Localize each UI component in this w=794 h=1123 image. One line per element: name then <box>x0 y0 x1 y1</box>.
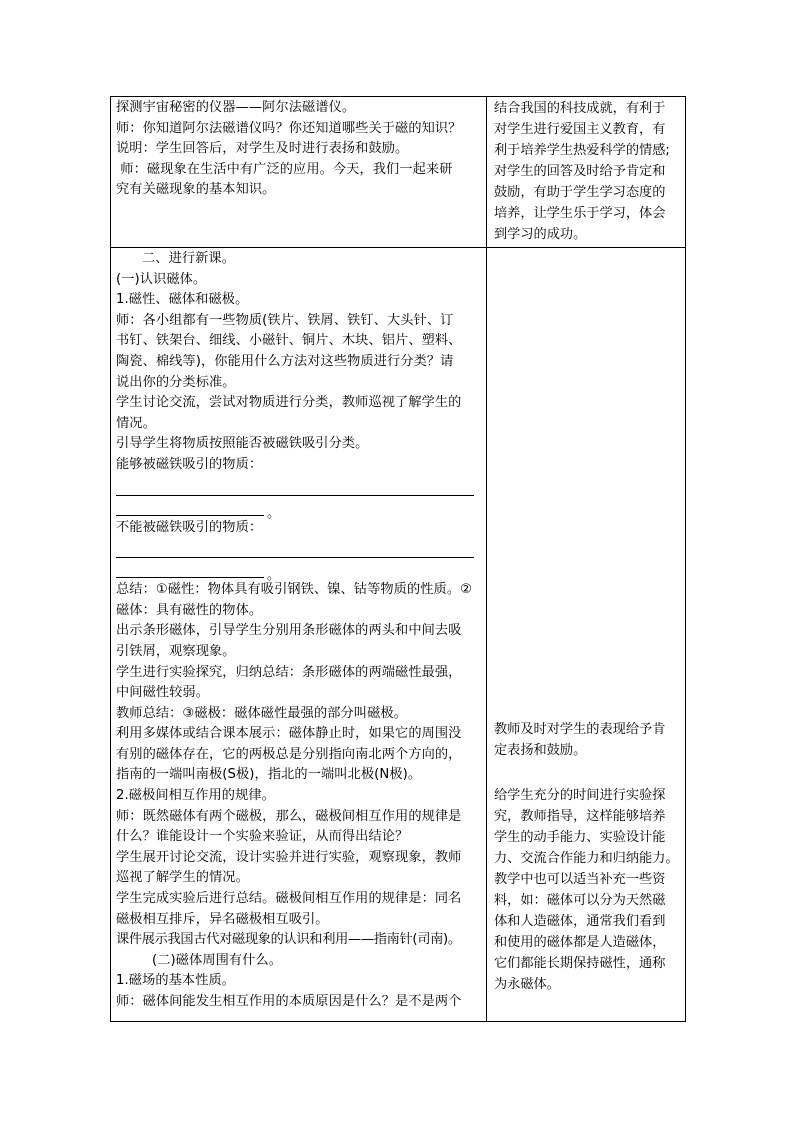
text-line: 探测宇宙秘密的仪器——阿尔法磁谱仪。 <box>116 100 356 115</box>
text-line: 1.磁性、磁体和磁极。 <box>116 292 249 308</box>
text-line: 体和人造磁体，通常我们看到 <box>494 914 666 929</box>
text-line: 磁极相互排斥，异名磁极相互吸引。 <box>116 911 329 927</box>
text-line: 2.磁极间相互作用的规律。 <box>116 788 275 804</box>
text-line: 对学生进行爱国主义教育，有 <box>494 122 666 137</box>
fill-blank-line <box>116 476 482 498</box>
text-line: 引铁屑，观察现象。 <box>116 643 236 659</box>
design-intent-cell <box>487 97 686 248</box>
text-line: 师：各小组都有一些物质(铁片、铁屑、铁钉、大头针、订 <box>116 312 454 328</box>
text-line: 利于培养学生热爱科学的情感; <box>494 143 670 158</box>
blank-period: 。 <box>267 505 281 521</box>
text-line: 巡视了解学生的情况。 <box>116 870 249 886</box>
text-line: 中间磁性较弱。 <box>116 685 210 701</box>
text-line: 学生的动手能力、实验设计能 <box>494 830 666 845</box>
text-line: 究有关磁现象的基本知识。 <box>116 182 276 198</box>
design-intent-cell <box>487 248 686 1022</box>
text-line: 师：磁现象在生活中有广泛的应用。今天，我们一起来研 <box>116 161 453 177</box>
table-row <box>111 248 686 1022</box>
text-line: 师：你知道阿尔法磁谱仪吗？你还知道哪些关于磁的知识？ <box>116 120 462 136</box>
teaching-process-cell <box>111 248 487 1022</box>
text-line: 有别的磁体存在，它的两极总是分别指向南北两个方向的， <box>116 746 462 762</box>
text-line: 到学习的成功。 <box>494 227 587 242</box>
text-line: 引导学生将物质按照能否被磁铁吸引分类。 <box>116 436 369 452</box>
text-line: 出示条形磁体，引导学生分别用条形磁体的两头和中间去吸 <box>116 623 462 639</box>
text-line: 能够被磁铁吸引的物质： <box>116 456 263 472</box>
text-line: 1.磁场的基本性质。 <box>116 973 236 989</box>
fill-blank-line <box>116 498 482 521</box>
text-line: 培养，让学生乐于学习，体会 <box>494 206 666 221</box>
text-line: 鼓励，有助于学生学习态度的 <box>494 185 666 200</box>
text-line: 师：磁体间能发生相互作用的本质原因是什么？是不是两个 <box>116 994 462 1009</box>
fill-blank-line <box>116 560 482 584</box>
text-line: 磁体：具有磁性的物体。 <box>116 602 263 618</box>
text-line: 为永磁体。 <box>494 977 560 992</box>
text-line: 教师及时对学生的表现给予肯 <box>494 722 666 737</box>
subsection-heading: (二)磁体周围有什么。 <box>152 952 283 968</box>
teaching-process-cell <box>111 97 487 248</box>
text-line: 情况。 <box>116 415 156 431</box>
text-line: 和使用的磁体都是人造磁体， <box>494 935 666 950</box>
text-line: 学生展开讨论交流，设计实验并进行实验，观察现象，教师 <box>116 849 462 865</box>
text-line: 料，如：磁体可以分为天然磁 <box>494 893 666 908</box>
text-line: 学生完成实验后进行总结。磁极间相互作用的规律是：同名 <box>116 891 462 907</box>
text-line: 对学生的回答及时给予肯定和 <box>494 164 666 179</box>
text-line: 给学生充分的时间进行实验探 <box>494 788 666 803</box>
section-heading: 二、进行新课。 <box>142 251 236 266</box>
text-line: 结合我国的科技成就，有利于 <box>494 101 666 116</box>
lesson-plan-table <box>110 96 686 1022</box>
text-line: 力、交流合作能力和归纳能力。 <box>494 851 679 866</box>
text-line: 定表扬和鼓励。 <box>494 743 587 758</box>
text-line: 不能被磁铁吸引的物质： <box>116 519 263 535</box>
text-line: 教学中也可以适当补充一些资 <box>494 872 666 887</box>
table-row <box>111 97 686 248</box>
text-line: 什么？谁能设计一个实验来验证，从而得出结论？ <box>116 829 409 845</box>
text-line: 书钉、铁架台、细线、小磁针、铜片、木块、铝片、塑料、 <box>116 333 462 349</box>
text-line: 课件展示我国古代对磁现象的认识和利用——指南针(司南)。 <box>116 932 461 948</box>
text-line: 学生讨论交流，尝试对物质进行分类，教师巡视了解学生的 <box>116 395 462 411</box>
subsection-heading: (一)认识磁体。 <box>116 271 207 287</box>
text-line: 陶瓷、棉线等)，你能用什么方法对这些物质进行分类？请 <box>116 353 454 369</box>
text-line: 利用多媒体或结合课本展示：磁体静止时，如果它的周围没 <box>116 726 462 742</box>
text-line: 指南的一端叫南极(S极)，指北的一端叫北极(N极)。 <box>116 767 422 783</box>
text-line: 学生进行实验探究，归纳总结：条形磁体的两端磁性最强， <box>116 664 462 680</box>
text-line: 说出你的分类标准。 <box>116 374 236 390</box>
text-line: 究，教师指导，这样能够培养 <box>494 809 666 824</box>
fill-blank-line <box>116 538 482 560</box>
text-line: 师：既然磁体有两个磁极，那么，磁极间相互作用的规律是 <box>116 808 462 824</box>
text-line: 说明：学生回答后，对学生及时进行表扬和鼓励。 <box>116 141 409 157</box>
text-line: 它们都能长期保持磁性，通称 <box>494 956 666 971</box>
blank-period: 。 <box>267 568 281 584</box>
text-line: 总结：①磁性：物体具有吸引钢铁、镍、钴等物质的性质。② <box>116 582 473 598</box>
text-line: 教师总结：③磁极：磁体磁性最强的部分叫磁极。 <box>116 705 407 721</box>
